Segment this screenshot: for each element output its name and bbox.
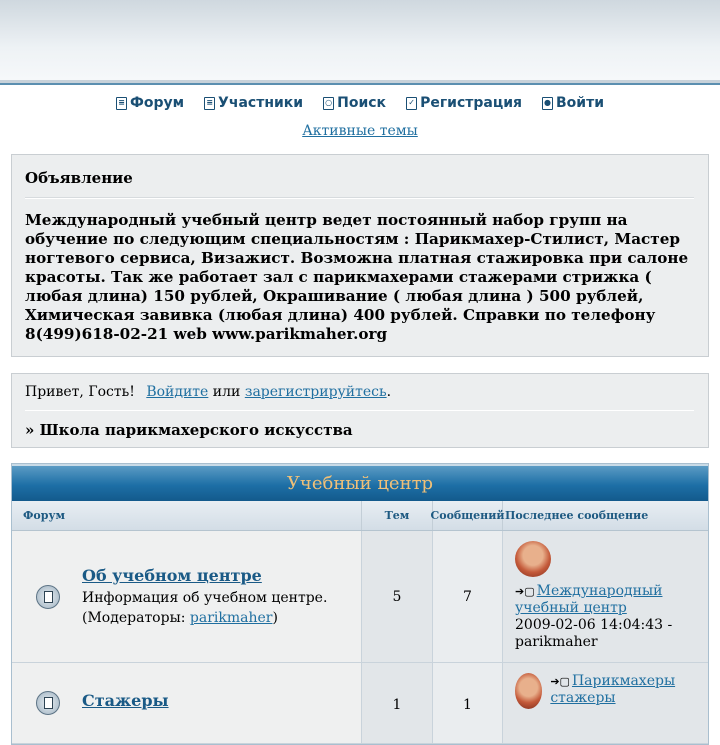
breadcrumb: » Школа парикмахерского искусства [25, 410, 694, 439]
last-post-topic-link[interactable]: Международный учебный центр [515, 583, 663, 616]
login-icon: ● [542, 97, 553, 110]
column-headers [12, 501, 708, 531]
announcement-text: Международный учебный центр ведет постоянный набор групп на обучение по следующим специальностям : Парикмахер-Стилист, Мастер ногтевого сервиса, Визажист. Возможна платная стажировка при салоне красоты. Так же работает зал с парикмахерами стажерами стрижка ( любая длина) 150 рублей, Окрашивание ( любая длина ) 500 рублей, Химическая завивка (любая длина) 400 рублей. Справки по телефону 8(499)618-02-21 web www.parikmaher.org [25, 211, 689, 343]
main-nav [0, 95, 720, 111]
forum-cell [12, 663, 362, 743]
list-icon: ≡ [116, 97, 127, 110]
last-post-topic-link[interactable]: Парикмахеры стажеры [550, 673, 676, 706]
forum-title-link[interactable]: Об учебном центре [82, 565, 262, 585]
nav-members-label: Участники [218, 95, 304, 111]
nav-search-label: Поиск [337, 95, 387, 111]
check-icon: ✓ [406, 97, 417, 110]
forum-description: Информация об учебном центре. [82, 589, 328, 606]
search-icon: ○ [323, 97, 334, 110]
site-header-banner [0, 0, 720, 83]
forum-row [12, 663, 708, 744]
active-topics-row [0, 123, 720, 139]
register-link[interactable]: зарегистрируйтесь [244, 384, 387, 400]
nav-register[interactable] [406, 95, 522, 111]
forum-info [82, 691, 169, 713]
topics-count: 1 [362, 663, 433, 743]
last-post-topic-line [515, 583, 698, 617]
greeting-line [25, 384, 694, 400]
posts-count: 1 [433, 663, 503, 743]
nav-login[interactable] [542, 95, 604, 111]
nav-forum[interactable] [116, 95, 184, 111]
col-posts: Сообщений [433, 501, 503, 530]
moderator-link[interactable]: parikmaher [189, 609, 273, 626]
forum-row [12, 531, 708, 663]
last-post-cell [503, 531, 708, 662]
forum-status-icon [36, 585, 60, 609]
greeting-panel [11, 373, 709, 448]
topics-count: 5 [362, 531, 433, 662]
forum-status-icon [36, 691, 60, 715]
nav-search[interactable] [323, 95, 386, 111]
avatar[interactable] [515, 673, 542, 709]
active-topics-link[interactable]: Активные темы [302, 123, 418, 139]
login-link[interactable]: Войдите [146, 384, 209, 400]
moderators-prefix: (Модераторы: [82, 609, 186, 626]
forum-cell [12, 531, 362, 662]
go-to-post-icon[interactable]: ➔▢ [550, 675, 570, 688]
avatar[interactable] [515, 541, 551, 577]
greeting-prefix: Привет, Гость! [25, 384, 135, 400]
category-title: Учебный центр [12, 464, 708, 501]
col-forum: Форум [12, 501, 362, 530]
greeting-suffix: . [386, 384, 392, 400]
announcement-panel [11, 154, 709, 357]
nav-login-label: Войти [556, 95, 605, 111]
forum-moderators [82, 608, 327, 628]
greeting-or: или [212, 384, 241, 400]
col-topics: Тем [362, 501, 433, 530]
posts-count: 7 [433, 531, 503, 662]
col-last-post: Последнее сообщение [505, 509, 649, 522]
last-post-cell [503, 663, 708, 743]
go-to-post-icon[interactable]: ➔▢ [515, 585, 535, 598]
header-divider [0, 83, 720, 85]
last-post-user: parikmaher [515, 634, 598, 650]
announcement-title: Объявление [25, 169, 133, 187]
forum-title-link[interactable]: Стажеры [82, 691, 169, 710]
category-block [11, 463, 709, 745]
nav-members[interactable] [204, 95, 303, 111]
members-icon: ≡ [204, 97, 215, 110]
announcement-divider [25, 197, 694, 199]
nav-forum-label: Форум [129, 95, 185, 111]
moderators-suffix: ) [272, 609, 278, 626]
forum-info [82, 566, 327, 628]
nav-register-label: Регистрация [420, 95, 522, 111]
last-post-date: 2009-02-06 14:04:43 - [515, 617, 673, 633]
last-post-topic-line [550, 673, 698, 733]
